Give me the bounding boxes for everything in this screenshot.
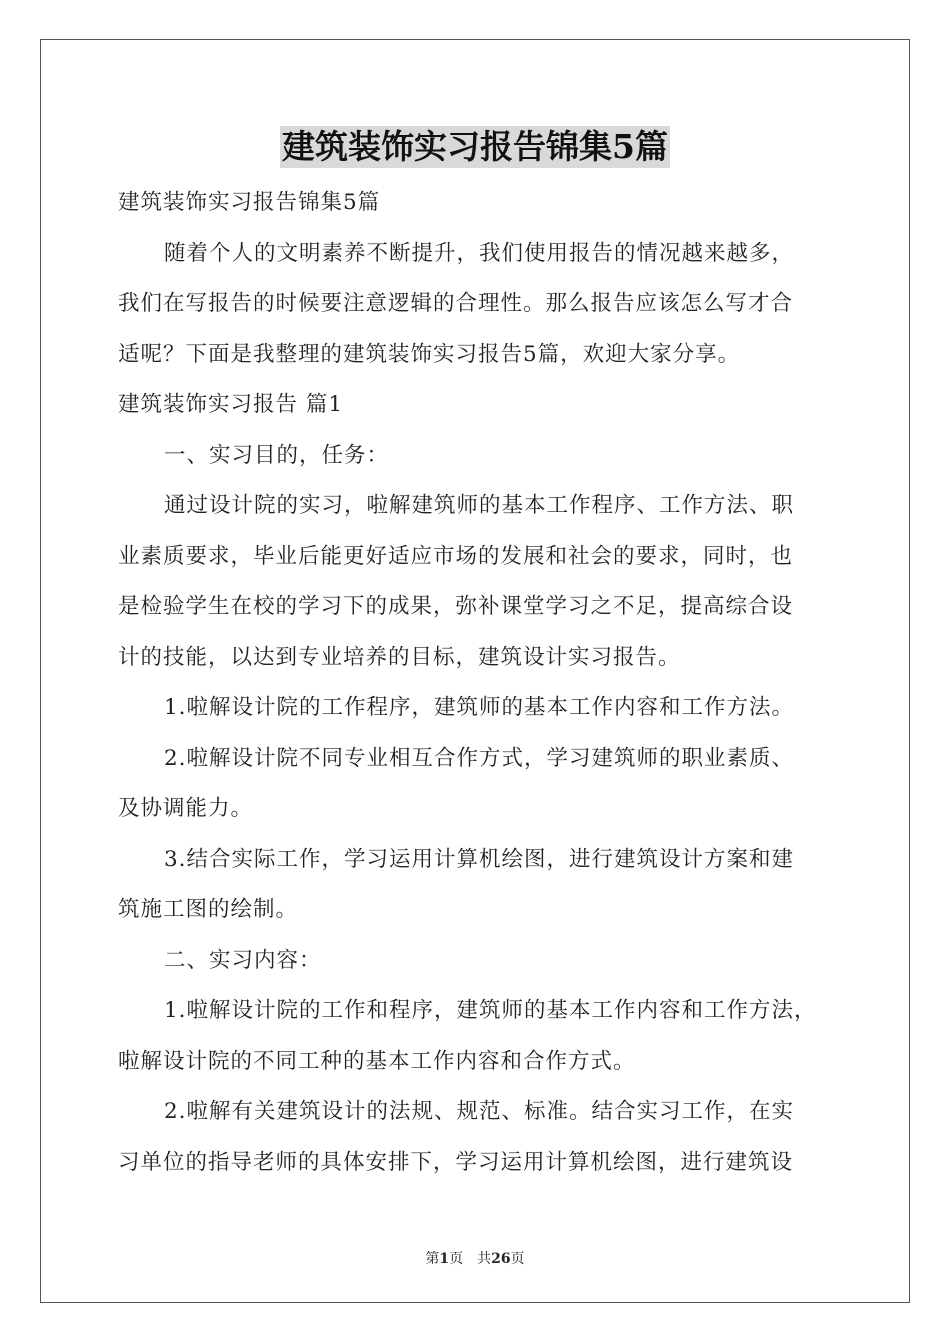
list-item-continuation: 啦解设计院的不同工种的基本工作内容和合作方式。 [118,1048,636,1074]
paragraph-line: 业素质要求，毕业后能更好适应市场的发展和社会的要求，同时，也 [118,543,794,569]
paragraph-line: 计的技能，以达到专业培养的目标，建筑设计实习报告。 [118,644,681,670]
total-pages: 26 [491,1251,511,1267]
document-body [118,178,838,1188]
list-item-continuation: 习单位的指导老师的具体安排下，学习运用计算机绘图，进行建筑设 [118,1149,794,1175]
paragraph-line: 我们在写报告的时候要注意逻辑的合理性。那么报告应该怎么写才合 [118,291,794,316]
section-heading: 建筑装饰实习报告 篇1 [118,392,344,417]
subsection-heading: 一、实习目的，任务： [164,442,390,468]
subsection-heading: 二、实习内容： [164,947,322,973]
page-suffix: 页 [449,1251,464,1267]
list-item: 1.啦解设计院的工作程序，建筑师的基本工作内容和工作方法。 [164,695,795,720]
page-number: 1 [439,1251,450,1267]
list-item-continuation: 及协调能力。 [118,796,254,821]
total-suffix: 页 [510,1251,525,1267]
paragraph-line: 随着个人的文明素养不断提升，我们使用报告的情况越来越多， [164,240,795,266]
paragraph-line: 是检验学生在校的学习下的成果，弥补课堂学习之不足，提高综合设 [118,594,794,619]
list-item: 3.结合实际工作，学习运用计算机绘图，进行建筑设计方案和建 [164,846,795,872]
list-item: 1.啦解设计院的工作和程序，建筑师的基本工作内容和工作方法， [164,998,817,1023]
subtitle-line: 建筑装饰实习报告锦集5篇 [118,190,381,215]
paragraph-line: 通过设计院的实习，啦解建筑师的基本工作程序、工作方法、职 [164,493,795,518]
paragraph-line: 适呢？下面是我整理的建筑装饰实习报告5篇，欢迎大家分享。 [118,341,741,367]
page-footer [0,1248,950,1268]
list-item: 2.啦解设计院不同专业相互合作方式，学习建筑师的职业素质、 [164,745,795,771]
page-prefix: 第 [425,1251,440,1267]
list-item-continuation: 筑施工图的绘制。 [118,897,299,922]
list-item: 2.啦解有关建筑设计的法规、规范、标准。结合实习工作，在实 [164,1099,795,1124]
document-title: 建筑装饰实习报告锦集5篇 [282,127,668,166]
total-prefix: 共 [477,1251,492,1267]
title-container [0,126,950,168]
